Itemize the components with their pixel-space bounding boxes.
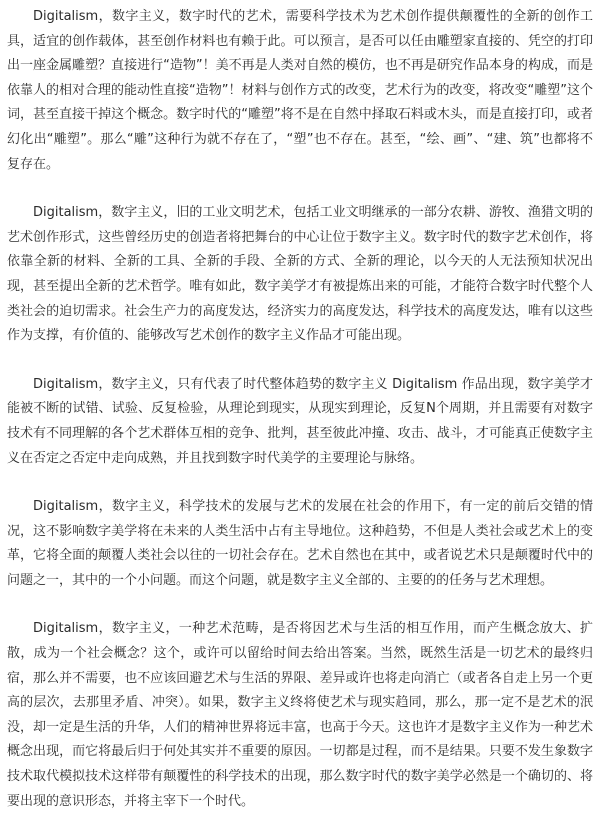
paragraph-5: Digitalism，数字主义，一种艺术范畴，是否将因艺术与生活的相互作用，而产生概念放大、扩散，成为一个社会概念？这个，或许可以留给时间去给出答案。当然，既然生活是一切艺术的最终归宿，那么并不需要，也不应该回避艺术与生活的界限、差异或许也将走向消亡（或者各自走上另一个更高的层次，去那里矛盾、冲突）。如果，数字主义终将使艺术与现实趋同，那么，那一定不是艺术的泯没，却一定是生活的升华，人们的精神世界将远丰富，也高于今天。这也许才是数字主义作为一种艺术概念出现，而它将最后归于何处其实并不重要的原因。一切都是过程，而不是结果。只要不发生象数字技术取代模拟技术这样带有颠覆性的科学技术的出现，那么数字时代的数字美学必然是一个确切的、将要出现的意识形态，并将主宰下一个时代。 (7, 621, 593, 809)
paragraph-2: Digitalism，数字主义，旧的工业文明艺术，包括工业文明继承的一部分农耕、游牧、渔猎文明的艺术创作形式，这些曾经历史的创造者将把舞台的中心让位于数字主义。数字时代的数字艺术创作，将依靠全新的材料、全新的工具、全新的手段、全新的方式、全新的理论，以今天的人无法预知状况出现，甚至提出全新的艺术哲学。唯有如此，数字美学才有被提炼出来的可能，才能符合数字时代整个人类社会的迫切需求。社会生产力的高度发达，经济实力的高度发达，科学技术的高度发达，唯有以这些作为支撑，有价值的、能够改写艺术创作的数字主义作品才可能出现。 (7, 205, 593, 344)
paragraph-1: Digitalism，数字主义，数字时代的艺术，需要科学技术为艺术创作提供颠覆性的全新的创作工具，适宜的创作载体，甚至创作材料也有赖于此。可以预言，是否可以任由雕塑家直接的、凭空的打印出一座金属雕塑？直接进行“造物”！美不再是人类对自然的模仿，也不再是研究作品本身的构成，而是依靠人的相对合理的能动性直接“造物”！材料与创作方式的改变，艺术行为的改变，将改变“雕塑”这个词，甚至直接干掉这个概念。数字时代的“雕塑”将不是在自然中择取石料或木头，而是直接打印，或者幻化出“雕塑”。那么“雕”这种行为就不存在了，“塑”也不存在。甚至，“绘、画”、“建、筑”也都将不复存在。 (7, 9, 593, 172)
paragraph-4: Digitalism，数字主义，科学技术的发展与艺术的发展在社会的作用下，有一定的前后交错的情况，这不影响数字美学将在未来的人类生活中占有主导地位。这种趋势，不但是人类社会或艺术上的变革，它将全面的颠覆人类社会以往的一切社会存在。艺术自然也在其中，或者说艺术只是颠覆时代中的问题之一，其中的一个小问题。而这个问题，就是数字主义全部的、主要的的任务与艺术理想。 (7, 499, 593, 588)
article-body (7, 5, 593, 814)
paragraph-3: Digitalism，数字主义，只有代表了时代整体趋势的数字主义 Digitalism 作品出现，数字美学才能被不断的试错、试验、反复检验，从理论到现实，从现实到理论，反复N个周期，并且需要有对数字技术有不同理解的各个艺术群体互相的竞争、批判，甚至彼此冲撞、攻击、战斗，才可能真正使数字主义在否定之否定中走向成熟，并且找到数字时代美学的主要理论与脉络。 (7, 376, 593, 466)
